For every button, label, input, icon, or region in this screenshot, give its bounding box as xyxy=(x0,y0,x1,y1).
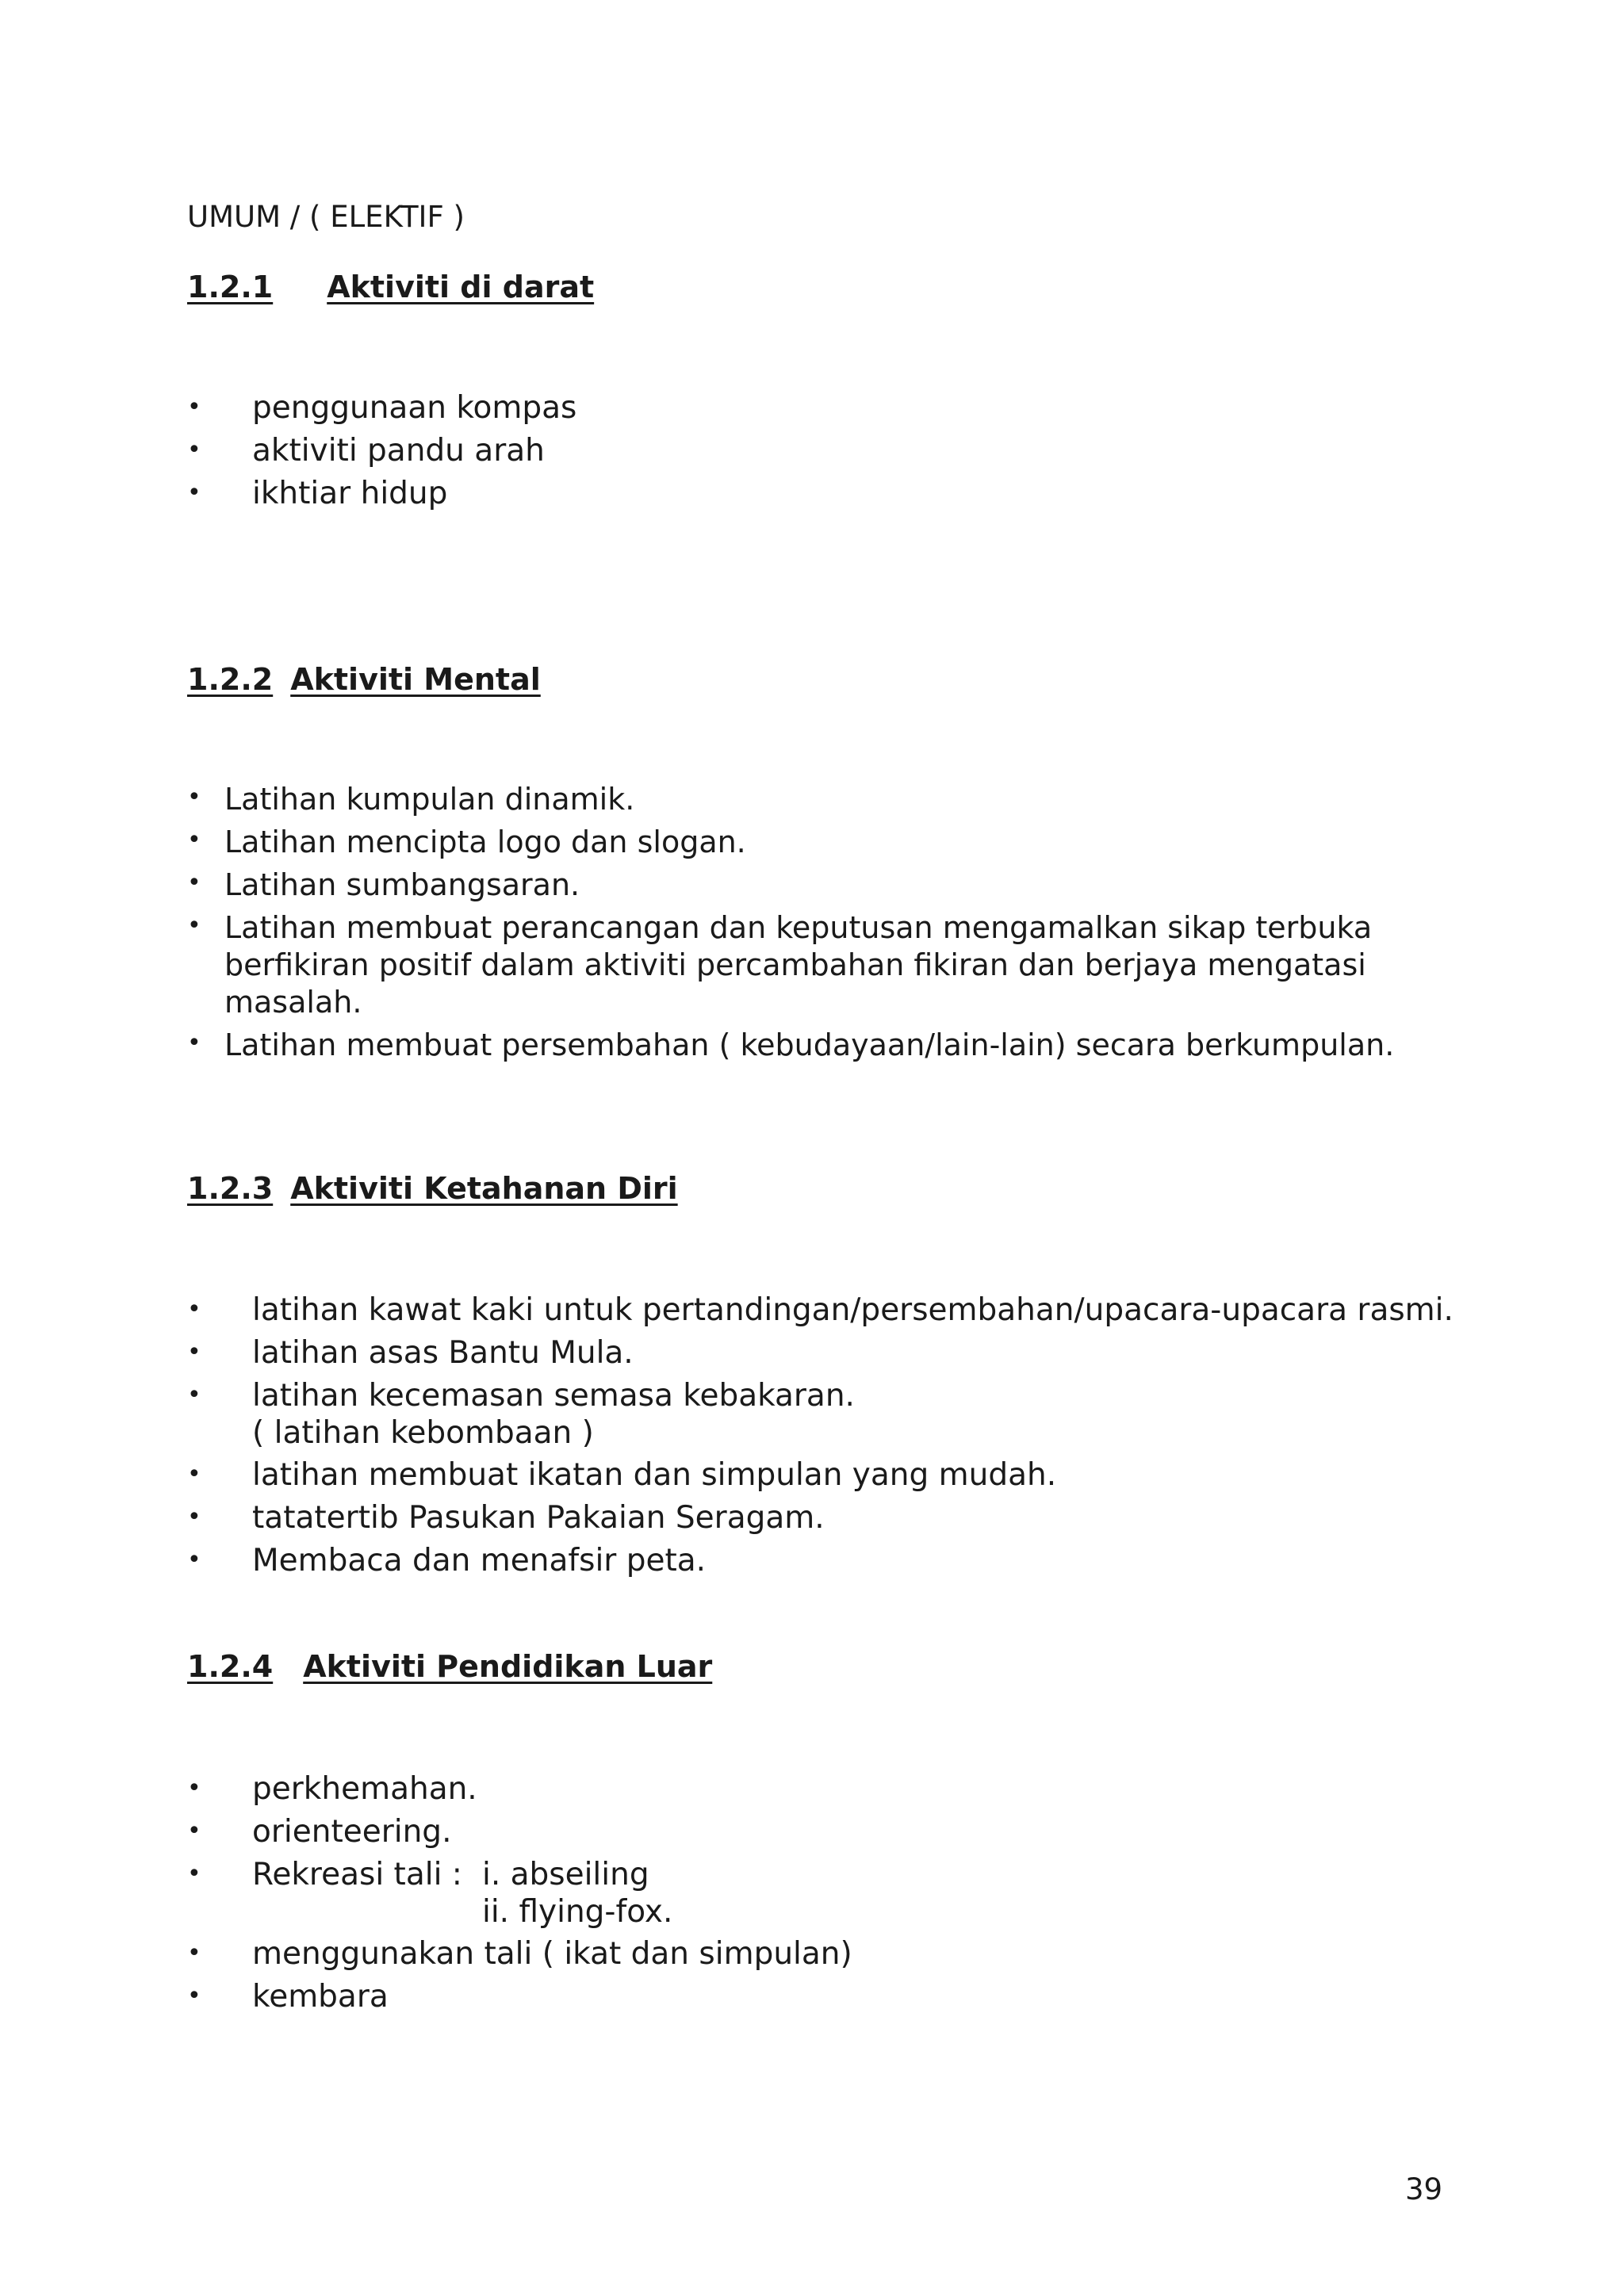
list-item: Latihan mencipta logo dan slogan. xyxy=(224,825,746,859)
bullet-icon: • xyxy=(187,1982,201,2010)
bullet-icon: • xyxy=(187,436,201,464)
section-number: 1.2.2 xyxy=(187,662,274,697)
bullet-icon: • xyxy=(187,783,201,811)
list-item: orienteering. xyxy=(252,1814,452,1850)
list-item: kembara xyxy=(252,1979,389,2015)
section-number: 1.2.3 xyxy=(187,1171,274,1206)
bullet-icon: • xyxy=(187,1029,201,1057)
bullet-icon: • xyxy=(187,1338,201,1366)
sub-list-item: ii. flying-fox. xyxy=(482,1894,673,1930)
bullet-icon: • xyxy=(187,912,201,939)
list-item: Membaca dan menafsir peta. xyxy=(252,1543,707,1578)
bullet-icon: • xyxy=(187,1295,201,1323)
bullet-icon: • xyxy=(187,1381,201,1409)
section-title-text: Aktiviti Ketahanan Diri xyxy=(290,1171,678,1206)
bullet-icon: • xyxy=(187,1939,201,1967)
list-item: menggunakan tali ( ikat dan simpulan) xyxy=(252,1936,852,1972)
bullet-icon: • xyxy=(187,479,201,507)
bullet-icon: • xyxy=(187,1774,201,1802)
list-item-continuation: masalah. xyxy=(224,985,362,1020)
list-item: latihan membuat ikatan dan simpulan yang mudah. xyxy=(252,1457,1057,1493)
list-item: Latihan sumbangsaran. xyxy=(224,867,580,902)
bullet-icon: • xyxy=(187,1817,201,1845)
list-item-continuation: ( latihan kebombaan ) xyxy=(252,1415,594,1451)
bullet-icon: • xyxy=(187,1546,201,1574)
list-item: aktiviti pandu arah xyxy=(252,433,545,469)
bullet-icon: • xyxy=(187,1860,201,1888)
bullet-icon: • xyxy=(187,1460,201,1488)
list-item: latihan kawat kaki untuk pertandingan/persembahan/upacara-upacara rasmi. xyxy=(252,1292,1454,1328)
list-item: tatatertib Pasukan Pakaian Seragam. xyxy=(252,1500,825,1536)
list-item: penggunaan kompas xyxy=(252,390,577,426)
list-item: ikhtiar hidup xyxy=(252,476,448,511)
bullet-icon: • xyxy=(187,1503,201,1531)
list-item: latihan asas Bantu Mula. xyxy=(252,1335,634,1371)
section-title-text: Aktiviti Mental xyxy=(290,662,541,697)
section-title-1-2-3 xyxy=(187,1171,678,1207)
section-title-1-2-1 xyxy=(187,270,594,306)
list-item-continuation: berfikiran positif dalam aktiviti percambahan fikiran dan berjaya mengatasi xyxy=(224,947,1366,982)
list-item: Latihan kumpulan dinamik. xyxy=(224,782,635,817)
section-title-1-2-2 xyxy=(187,662,541,698)
section-number: 1.2.1 xyxy=(187,270,274,304)
section-title-text: Aktiviti di darat xyxy=(327,270,595,304)
section-number: 1.2.4 xyxy=(187,1649,274,1684)
list-item: Latihan membuat persembahan ( kebudayaan/lain-lain) secara berkumpulan. xyxy=(224,1027,1395,1062)
sub-list-item: i. abseiling xyxy=(482,1857,649,1892)
section-title-1-2-4 xyxy=(187,1649,712,1686)
list-item: perkhemahan. xyxy=(252,1771,477,1807)
section-title-text: Aktiviti Pendidikan Luar xyxy=(303,1649,713,1684)
list-item: latihan kecemasan semasa kebakaran. xyxy=(252,1378,855,1414)
list-item: Rekreasi tali : xyxy=(252,1857,462,1892)
category-heading: UMUM / ( ELEKTIF ) xyxy=(187,200,465,234)
bullet-icon: • xyxy=(187,826,201,854)
list-item: Latihan membuat perancangan dan keputusan mengamalkan sikap terbuka xyxy=(224,910,1373,945)
bullet-icon: • xyxy=(187,393,201,421)
bullet-icon: • xyxy=(187,869,201,897)
page-number: 39 xyxy=(1405,2172,1443,2206)
